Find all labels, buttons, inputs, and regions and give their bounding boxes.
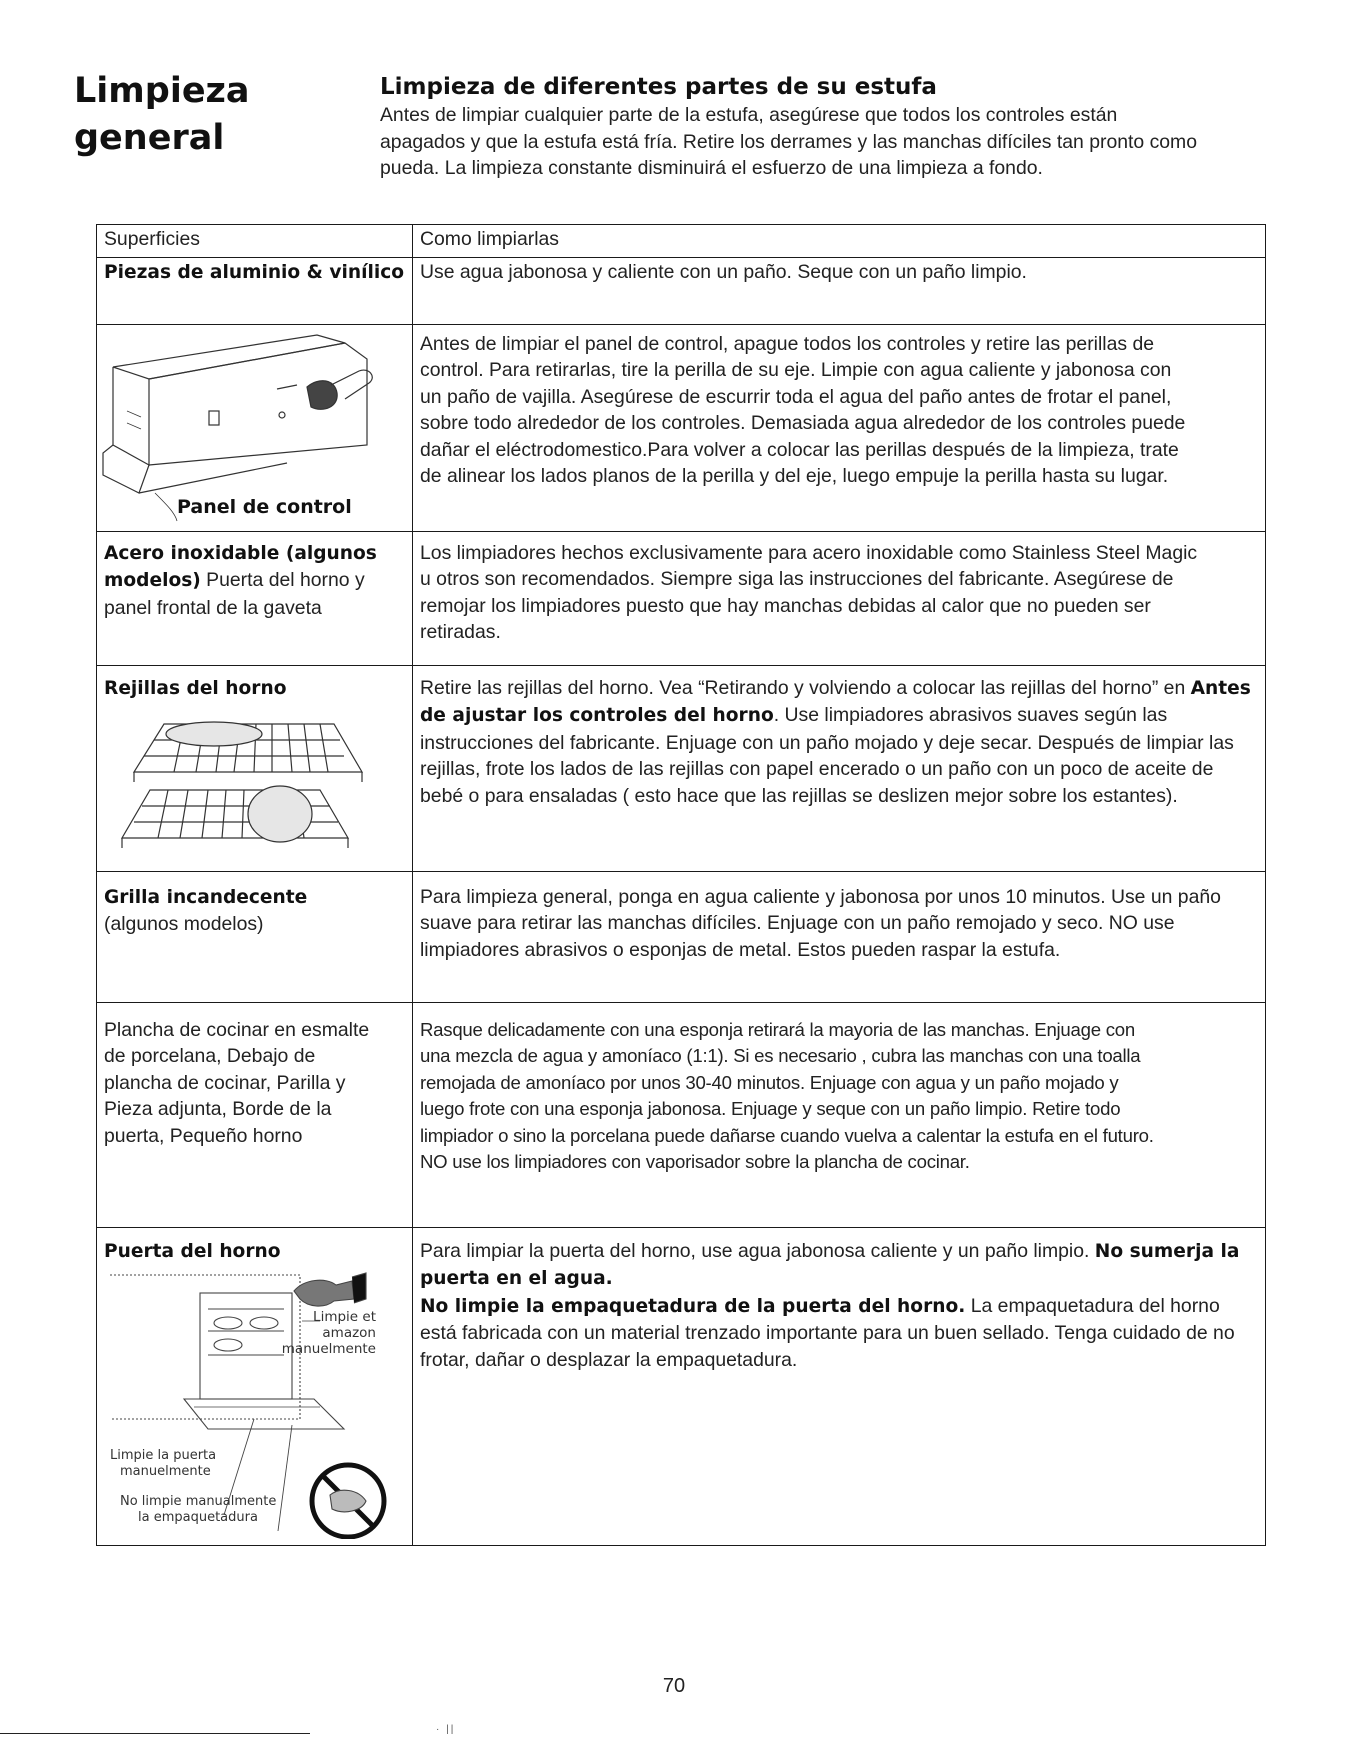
surface-cell (97, 257, 413, 324)
instruction-line: limpiador o sino la porcelana puede dañarse cuando vuelva a calentar la estufa en el futuro. (420, 1124, 1154, 1146)
instruction-line: control. Para retirarlas, tire la perilla de su eje. Limpie con agua caliente y jabonosa con (420, 359, 1172, 381)
image-label: Limpie et (313, 1309, 376, 1325)
control-panel-illustration (97, 325, 397, 525)
surface-cell (97, 324, 413, 531)
image-label: No limpie manualmente (120, 1494, 277, 1509)
instruction-line: sobre todo alrededor de los controles. Demasiada agua alrededor de los controles puede (420, 412, 1186, 434)
instruction-line: Antes de limpiar el panel de control, apague todos los controles y retire las perillas de (420, 332, 1155, 355)
table-row (97, 1227, 1266, 1545)
instruction-line: dañar el eléctrodomestico.Para volver a colocar las perillas después de la limpieza, trate (420, 438, 1179, 461)
table-row (97, 1002, 1266, 1227)
instruction-line: u otros son recomendados. Siempre siga las instrucciones del fabricante. Asegúrese de (420, 568, 1174, 590)
oven-racks-illustration (104, 708, 384, 858)
section-reference: Antes de ajustar los controles del horno (420, 677, 1251, 726)
intro-paragraph (380, 102, 1280, 182)
footer-mark: · || (436, 1724, 456, 1735)
image-label: la empaquetadura (138, 1510, 258, 1525)
instruction-text: Para limpiar la puerta del horno, use agua jabonosa caliente y un paño limpio. (420, 1239, 1095, 1262)
instructions-cell (413, 665, 1266, 871)
instruction-line: Los limpiadores hechos exclusivamente para acero inoxidable como Stainless Steel Magic (420, 541, 1198, 564)
instruction-line: de alinear los lados planos de la perilla y del eje, luego empuje la perilla hasta su lugar. (420, 465, 1169, 487)
table-row (97, 531, 1266, 665)
table-header-row (97, 225, 1266, 258)
instruction-line: retiradas. (420, 621, 501, 643)
surface-name: Piezas de aluminio & vinílico (104, 261, 405, 283)
surface-line: plancha de cocinar, Parilla y (104, 1071, 346, 1094)
intro-section (380, 72, 1280, 182)
instruction-line: luego frote con una esponja jabonosa. Enjuage y seque con un paño limpio. Retire todo (420, 1098, 1121, 1119)
surface-line: Plancha de cocinar en esmalte (104, 1018, 370, 1041)
intro-line: apagados y que la estufa está fría. Retire los derrames y las manchas difíciles tan pronto como (380, 130, 1197, 153)
instruction-paragraph (420, 1238, 1259, 1293)
warning-text: No sumerja la puerta en el agua. (420, 1240, 1240, 1289)
instructions-cell (413, 1002, 1266, 1227)
footer-rule (0, 1733, 310, 1734)
surface-cell (97, 531, 413, 665)
warning-text: No limpie la empaquetadura de la puerta del horno. (420, 1295, 966, 1317)
surface-name: Puerta del horno (104, 1240, 281, 1262)
intro-line: Antes de limpiar cualquier parte de la estufa, asegúrese que todos los controles están (380, 104, 1118, 126)
instruction-line: un paño de vajilla. Asegúrese de escurrir toda el agua del paño antes de frotar el panel, (420, 385, 1172, 408)
instructions-cell: Use agua jabonosa y caliente con un paño. Seque con un paño limpio. (413, 257, 1266, 324)
surface-cell (97, 871, 413, 1002)
instruction-text: . Use limpiadores abrasivos suaves según las instrucciones del fabricante. Enjuage con un paño mojado y deje secar. Después de limpiar las rejillas, frote los lados de las rejillas con papel encerado o un paño con un poco de aceite de bebé o para ensaladas ( esto hace que las rejillas se deslizen mejor sobre los estantes). (420, 704, 1234, 807)
page-title (74, 68, 250, 162)
control-panel-label: Panel de control (177, 495, 352, 518)
image-label: manuelmente (281, 1341, 376, 1357)
instruction-text: Retire las rejillas del horno. Vea “Retirando y volviendo a colocar las rejillas del horno” en (420, 676, 1191, 699)
page-number: 70 (662, 1675, 686, 1697)
surface-line: Pieza adjunta, Borde de la (104, 1098, 332, 1120)
instructions-cell (413, 1227, 1266, 1545)
image-label: Limpie la puerta (110, 1448, 217, 1463)
surface-detail: Puerta del horno y panel frontal de la gaveta (104, 569, 365, 619)
page-title-line-1: Limpieza (74, 71, 250, 111)
surface-name: Rejillas del horno (104, 677, 287, 699)
intro-line: pueda. La limpieza constante disminuirá el esfuerzo de una limpieza a fondo. (380, 157, 1043, 179)
surface-name: Acero inoxidable (algunos modelos) (104, 542, 377, 591)
instruction-line: remojar los limpiadores puesto que hay manchas debidas al calor que no pueden ser (420, 594, 1151, 617)
table-row (97, 257, 1266, 324)
surface-detail: (algunos modelos) (104, 913, 264, 935)
header-how-to-clean: Como limpiarlas (413, 225, 1266, 258)
section-heading: Limpieza de diferentes partes de su estufa (380, 74, 937, 100)
instructions-cell (413, 324, 1266, 531)
instructions-cell: Para limpieza general, ponga en agua caliente y jabonosa por unos 10 minutos. Use un paño suave para retirar las manchas difíciles. Enjuage con un paño remojado y seco. NO use limpiadores abrasivos o esponjas de metal. Estos pueden raspar la estufa. (413, 871, 1266, 1002)
cleaning-table (96, 224, 1266, 1546)
surface-line: de porcelana, Debajo de (104, 1045, 316, 1067)
surface-cell (97, 665, 413, 871)
surface-line: puerta, Pequeño horno (104, 1124, 303, 1147)
table-row (97, 665, 1266, 871)
instruction-line: una mezcla de agua y amoníaco (1:1). Si es necesario , cubra las manchas con una toalla (420, 1045, 1141, 1066)
instruction-line: remojada de amoníaco por unos 30-40 minutos. Enjuage con agua y un paño mojado y (420, 1071, 1119, 1093)
instruction-text: La empaquetadura del horno está fabricada con un material trenzado importante para un buen sellado. Tenga cuidado de no frotar, dañar o desplazar la empaquetadura. (420, 1294, 1235, 1371)
table-row (97, 871, 1266, 1002)
surface-cell (97, 1002, 413, 1227)
header-surfaces: Superficies (97, 225, 413, 258)
instruction-line: Rasque delicadamente con una esponja retirará la mayoria de las manchas. Enjuage con (420, 1018, 1135, 1040)
surface-name: Grilla incandecente (104, 886, 308, 908)
oven-door-illustration (104, 1269, 394, 1539)
instruction-line: NO use los limpiadores con vaporisador sobre la plancha de cocinar. (420, 1151, 970, 1172)
table-row (97, 324, 1266, 531)
instruction-paragraph (420, 1293, 1259, 1374)
page-title-line-2: general (74, 118, 225, 158)
image-label: manuelmente (120, 1464, 211, 1479)
surface-cell (97, 1227, 413, 1545)
instructions-cell (413, 531, 1266, 665)
image-label: amazon (322, 1325, 376, 1341)
